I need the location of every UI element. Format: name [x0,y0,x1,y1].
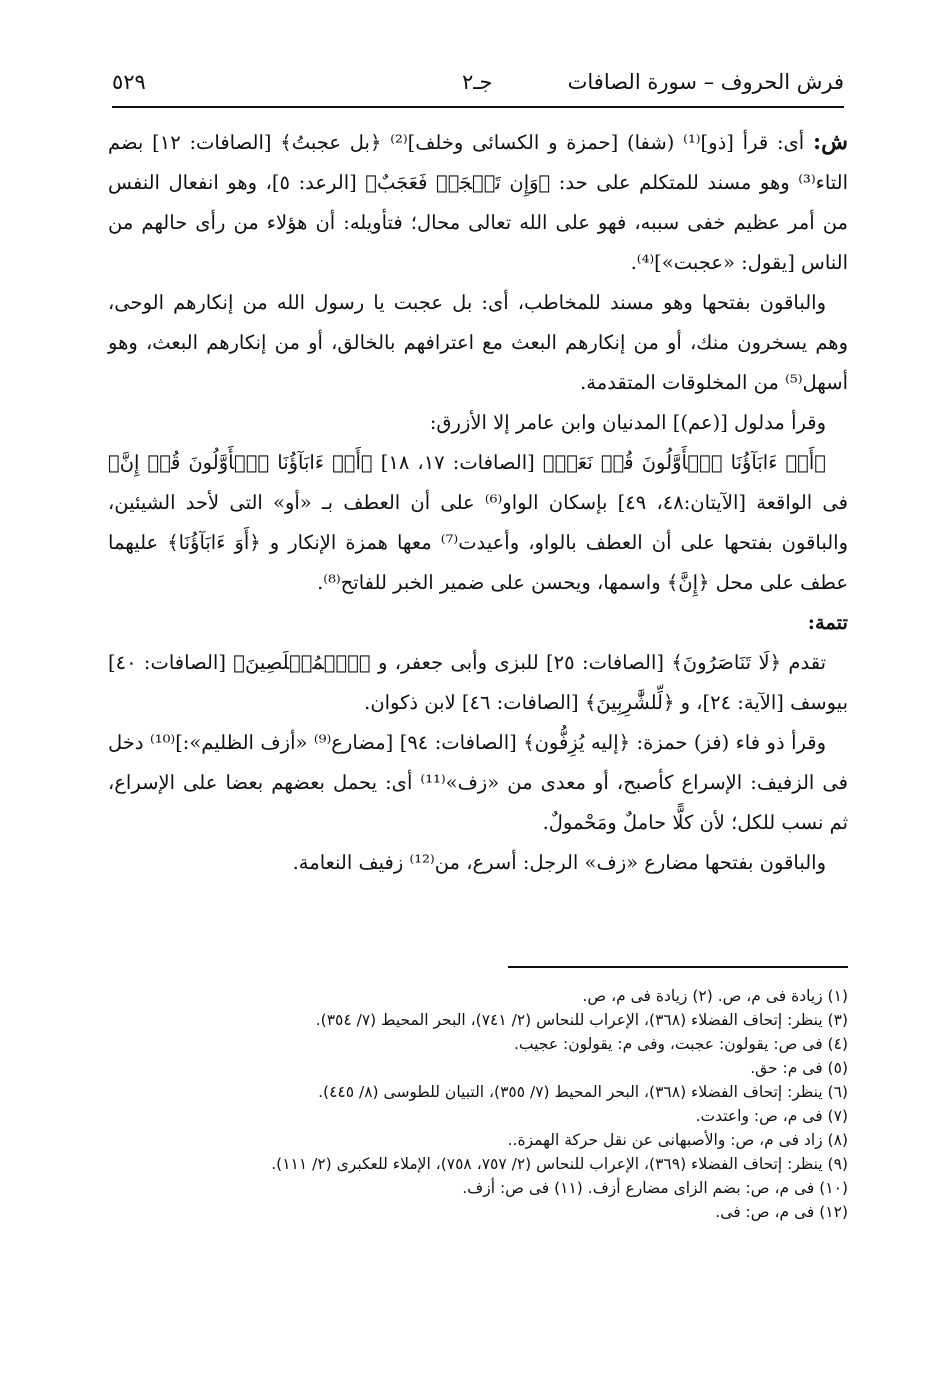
footnote: (٩) ينظر: إتحاف الفضلاء (٣٦٩)، الإعراب للنحاس (٢/ ٧٥٧، ٧٥٨)، الإملاء للعكبرى (٢/ ١١١). [271,1155,848,1173]
paragraph-5: تقدم ﴿لَا تَنَاصَرُونَ﴾ [الصافات: ٢٥] للبزى وأبى جعفر، و ﴿ٱلۡمُخۡلَصِينَ﴾ [الصافات: ٤٠] بيوسف [الآية: ٢٤]، و ﴿لِّلشَّٰرِبِينَ﴾ [الصافات: ٤٦] لابن ذكوان. [108,651,848,714]
footnote: (١٠) فى م، ص: بضم الزاى مضارع أزف. (١١) فى ص: أزف. [462,1179,848,1197]
footnote: (٤) فى ص: يقولون: عجبت، وفى م: يقولون: عجيب. [513,1035,848,1053]
footnotes [108,984,848,1224]
section-heading-tatimma: تتمة: [807,611,848,634]
paragraph-2: والباقون بفتحها وهو مسند للمخاطب، أى: بل عجبت يا رسول الله من إنكارهم الوحى، وهم يسخرون منك، أو من إنكارهم البعث مع اعترافهم بالخالق، أو من إنكارهم البعث، وهو أسهل⁽⁵⁾ من المخلوقات المتقدمة. [108,291,848,394]
footnote: (٣) ينظر: إتحاف الفضلاء (٣٦٨)، الإعراب للنحاس (٢/ ٧٤١)، البحر المحيط (٧/ ٣٥٤). [315,1011,848,1029]
paragraph-4: ﴿أَوۡ ءَابَآؤُنَا ٱلۡأَوَّلُونَ قُلۡ نَعَمۡ﴾ [الصافات: ١٧، ١٨] ﴿أَوۡ ءَابَآؤُنَا ٱلۡأَوَّلُونَ قُلۡ إِنَّ﴾ فى الواقعة [الآيتان:٤٨، ٤٩] بإسكان الواو⁽⁶⁾ على أن العطف بـ «أو» التى لأحد الشيئين، والباقون بفتحها على أن العطف بالواو، وأعيدت⁽⁷⁾ معها همزة الإنكار و ﴿أَوَ ءَابَآؤُنَا﴾ عليهما عطف على محل ﴿إِنَّ﴾ واسمها، ويحسن على ضمير الخبر للفاتح⁽⁸⁾. [108,451,848,594]
page-number: ٥٢٩ [112,70,146,94]
body-text [108,122,848,883]
header-title: فرش الحروف – سورة الصافات [567,70,844,94]
footnote: (٧) فى م، ص: واعتدت. [695,1107,848,1125]
header-rule [112,106,844,108]
footnote: (٦) ينظر: إتحاف الفضلاء (٣٦٨)، البحر المحيط (٧/ ٣٥٥)، التبيان للطوسى (٨/ ٤٤٥). [318,1083,848,1101]
commentary-marker: ش: [813,129,848,155]
paragraph-1-text: أى: قرأ [ذو]⁽¹⁾ (شفا) [حمزة و الكسائى وخلف]⁽²⁾ ﴿بل عجبتُ﴾ [الصافات: ١٢] بضم التاء⁽³⁾ وهو مسند للمتكلم على حد: ﴿وَإِن تَعۡجَبۡ فَعَجَبٌ﴾ [الرعد: ٥]، وهو انفعال النفس من أمر عظيم خفى سببه، فهو على الله تعالى محال؛ فتأويله: أن هؤلاء من رأى حالهم من الناس [يقول: «عجبت»]⁽⁴⁾. [108,131,849,274]
paragraph-7: والباقون بفتحها مضارع «زف» الرجل: أسرع، من⁽¹²⁾ زفيف النعامة. [292,851,826,874]
footnote: (١) زيادة فى م، ص. (٢) زيادة فى م، ص. [582,987,848,1005]
footnote-rule [508,966,848,968]
paragraph-6: وقرأ ذو فاء (فز) حمزة: ﴿إليه يُزِفُّون﴾ [الصافات: ٩٤] [مضارع⁽⁹⁾ «أزف الظليم»:]⁽¹⁰⁾ دخل فى الزفيف: الإسراع كأصبح، أو معدى من «زف»⁽¹¹⁾ أى: يحمل بعضهم بعضا على الإسراع، ثم نسب للكل؛ لأن كلًّا حاملٌ ومَحْمولٌ. [108,731,848,834]
footnote: (٨) زاد فى م، ص: والأصبهانى عن نقل حركة الهمزة.. [507,1131,848,1149]
running-header [112,70,844,104]
footnote: (١٢) فى م، ص: فى. [715,1203,848,1221]
footnote: (٥) فى م: حق. [750,1059,848,1077]
header-volume: جـ٢ [462,70,493,94]
paragraph-1 [108,122,848,283]
paragraph-3: وقرأ مدلول [(عم)] المدنيان وابن عامر إلا الأزرق: [429,411,826,434]
